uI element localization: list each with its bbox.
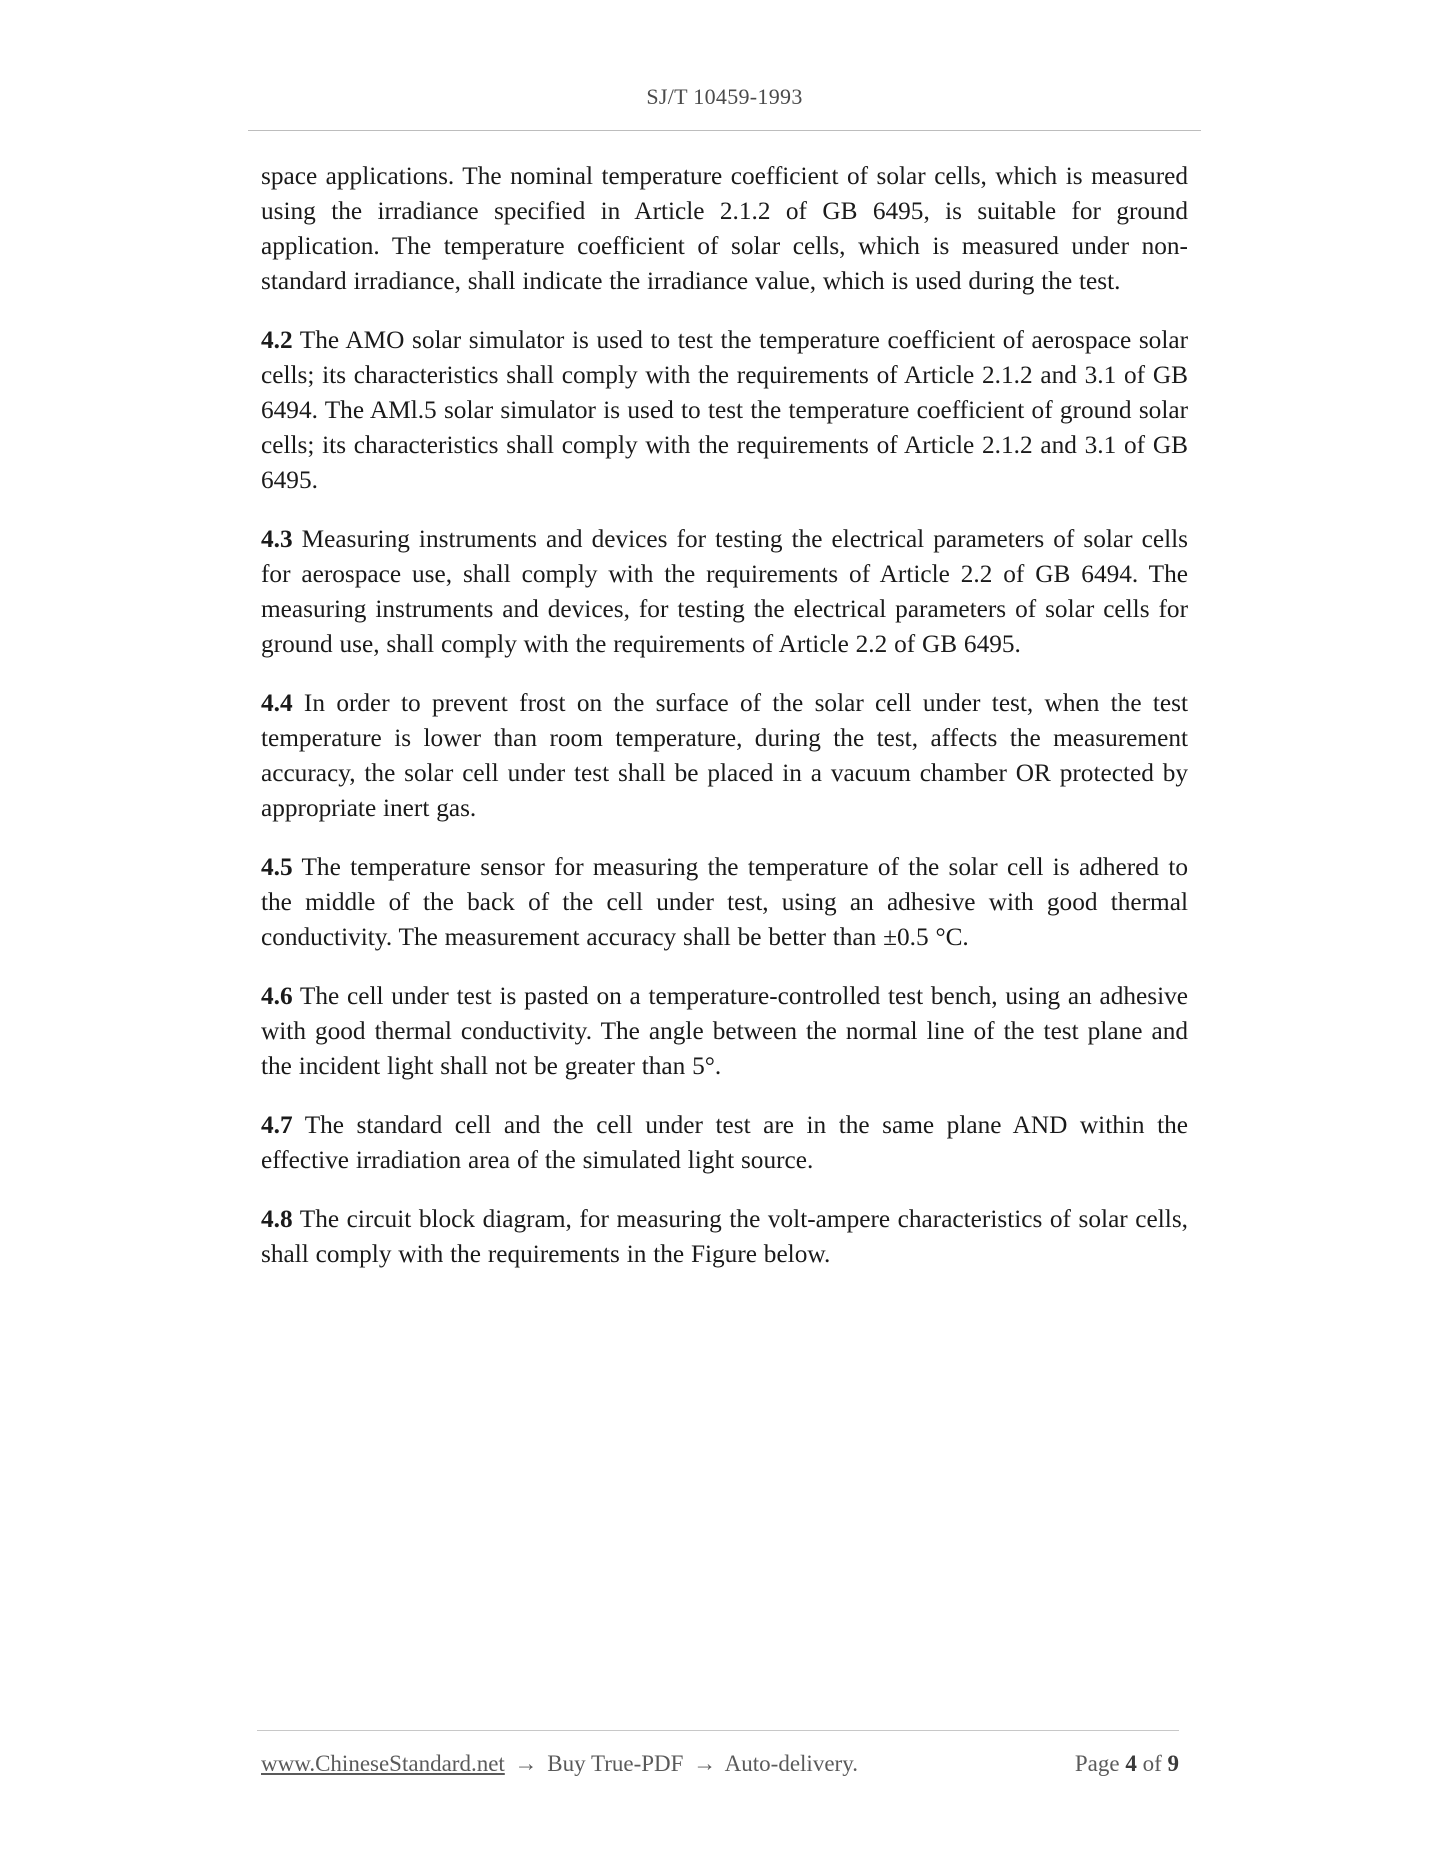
clause-4-7 bbox=[261, 1108, 1188, 1178]
clause-text: In order to prevent frost on the surface of the solar cell under test, when the test temperature is lower than room temperature, during the test, affects the measurement accuracy, the solar cell under test shall be placed in a vacuum chamber OR protected by appropriate inert gas. bbox=[261, 689, 1188, 822]
clause-number: 4.4 bbox=[261, 689, 293, 717]
page-indicator bbox=[1075, 1751, 1179, 1777]
clause-text: The cell under test is pasted on a temperature-controlled test bench, using an adhesive with good thermal conductivity. The angle between the normal line of the test plane and the incident light shall not be greater than 5°. bbox=[261, 982, 1188, 1080]
site-link[interactable]: www.ChineseStandard.net bbox=[261, 1751, 505, 1776]
footer-promo bbox=[261, 1751, 858, 1777]
arrow-right-icon: → bbox=[514, 1751, 538, 1776]
clause-4-5 bbox=[261, 850, 1188, 955]
clause-text: Measuring instruments and devices for testing the electrical parameters of solar cells for aerospace use, shall comply with the requirements of Article 2.2 of GB 6494. The measuring instruments and devices, for testing the electrical parameters of solar cells for ground use, shall comply with the requirements of Article 2.2 of GB 6495. bbox=[261, 525, 1188, 658]
header-divider bbox=[248, 130, 1201, 131]
clause-number: 4.3 bbox=[261, 525, 293, 553]
page-label: Page bbox=[1074, 1751, 1120, 1776]
clause-4-2 bbox=[261, 323, 1188, 498]
total-pages-number: 9 bbox=[1167, 1751, 1179, 1776]
clause-4-3 bbox=[261, 522, 1188, 662]
clause-text: The circuit block diagram, for measuring the volt-ampere characteristics of solar cells, shall comply with the requirements in the Figure below. bbox=[261, 1205, 1188, 1268]
footer-divider bbox=[257, 1730, 1179, 1731]
clause-number: 4.6 bbox=[261, 982, 293, 1010]
buy-text: Buy True-PDF bbox=[547, 1751, 684, 1776]
delivery-text: Auto-delivery. bbox=[724, 1751, 858, 1776]
clause-text: The temperature sensor for measuring the temperature of the solar cell is adhered to the middle of the back of the cell under test, using an adhesive with good thermal conductivity. The measurement accuracy shall be better than ±0.5 °C. bbox=[261, 853, 1188, 951]
intro-paragraph: space applications. The nominal temperature coefficient of solar cells, which is measured using the irradiance specified in Article 2.1.2 of GB 6495, is suitable for ground application. The temperature coefficient of solar cells, which is measured under non-standard irradiance, shall indicate the irradiance value, which is used during the test. bbox=[261, 162, 1188, 295]
clause-number: 4.2 bbox=[261, 326, 293, 354]
document-code-header: SJ/T 10459-1993 bbox=[646, 84, 803, 109]
clause-text: The standard cell and the cell under test are in the same plane AND within the effective irradiation area of the simulated light source. bbox=[261, 1111, 1188, 1174]
clause-number: 4.5 bbox=[261, 853, 293, 881]
clause-4-4 bbox=[261, 686, 1188, 826]
clause-number: 4.7 bbox=[261, 1111, 293, 1139]
clause-number: 4.8 bbox=[261, 1205, 293, 1233]
current-page-number: 4 bbox=[1125, 1751, 1137, 1776]
page-of-label: of bbox=[1142, 1751, 1162, 1776]
arrow-right-icon: → bbox=[693, 1751, 717, 1776]
clause-4-8 bbox=[261, 1202, 1188, 1272]
clause-text: The AMO solar simulator is used to test the temperature coefficient of aerospace solar cells; its characteristics shall comply with the requirements of Article 2.1.2 and 3.1 of GB 6494. The AMl.5 solar simulator is used to test the temperature coefficient of ground solar cells; its characteristics shall comply with the requirements of Article 2.1.2 and 3.1 of GB 6495. bbox=[261, 326, 1188, 494]
clause-4-6 bbox=[261, 979, 1188, 1084]
document-body bbox=[261, 159, 1188, 1296]
